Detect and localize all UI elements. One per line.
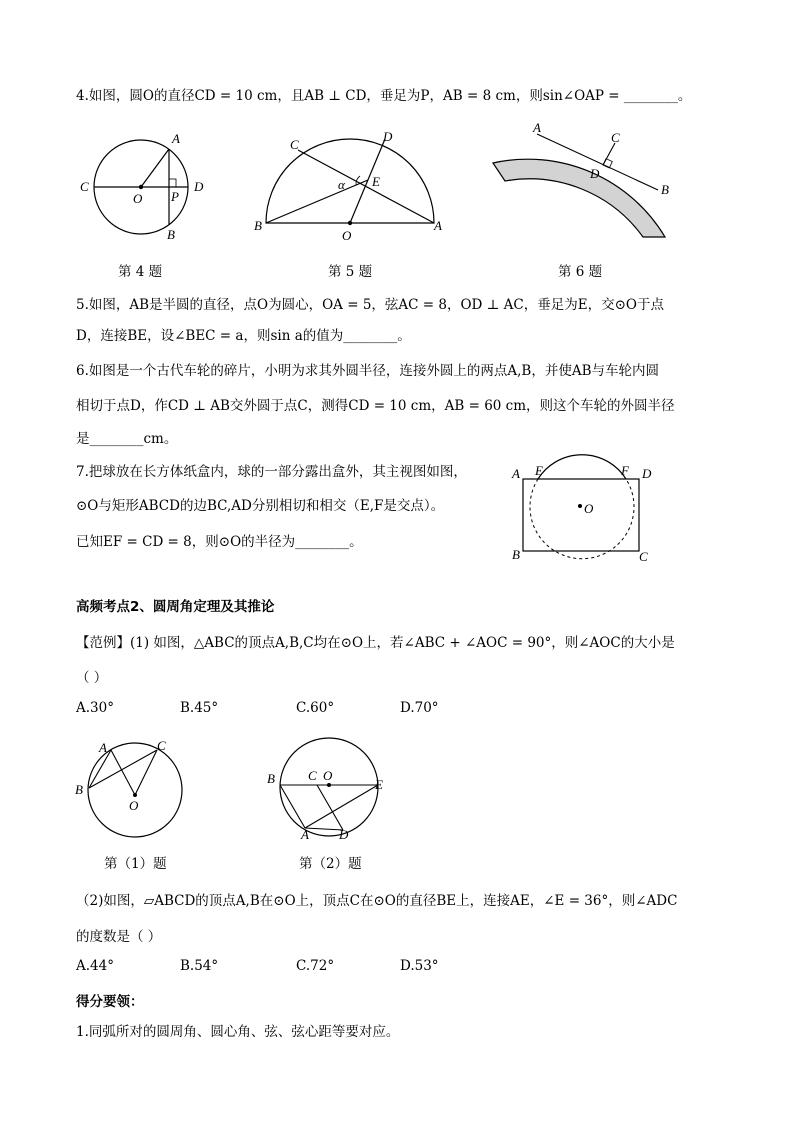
q5-center-dot — [348, 221, 352, 225]
example1-option-b: B.45° — [180, 700, 219, 716]
q6-wheel-fragment — [493, 159, 665, 237]
example2-option-c: C.72° — [296, 958, 335, 974]
q4-label-p: P — [171, 189, 179, 204]
q7-rectangle — [523, 479, 639, 551]
example1-line1: 【范例】(1) 如图，△ABC的顶点A,B,C均在⊙O上，若∠ABC + ∠AOC = 90°，则∠AOC的大小是 — [76, 635, 675, 651]
q5-label-b: B — [254, 218, 262, 233]
q6-line1: 6.如图是一个古代车轮的碎片，小明为求其外圆半径，连接外圆上的两点A,B，并使AB与车轮内圆 — [76, 363, 660, 379]
q5-label-c: C — [290, 137, 299, 152]
q4-center-dot — [139, 185, 143, 189]
ex2-ad — [305, 828, 343, 830]
q6-label-d: D — [590, 166, 600, 181]
q4-radius-oa — [141, 149, 169, 187]
q7-label-b: B — [512, 547, 520, 562]
q4-label-a: A — [172, 131, 180, 146]
ex1-ao — [111, 750, 135, 795]
q6-label-c: C — [611, 130, 620, 145]
example2-caption: 第（2）题 — [299, 856, 362, 872]
figure-q5 — [250, 130, 450, 245]
example2-option-d: D.53° — [400, 958, 439, 974]
q5-chord-ac — [298, 150, 434, 223]
ex1-center-dot — [133, 793, 137, 797]
q7-label-o: O — [584, 501, 594, 516]
figure-q4 — [80, 125, 220, 245]
q4-label-d: D — [194, 179, 204, 194]
ex1-label-c: C — [157, 738, 166, 753]
q6-label-a: A — [533, 120, 541, 135]
q5-label-d: D — [383, 129, 393, 144]
q6-caption: 第 6 题 — [558, 264, 603, 280]
q4-right-angle — [169, 179, 176, 187]
q7-line2: ⊙O与矩形ABCD的边BC,AD分别相切和相交（E,F是交点）。 — [76, 498, 445, 514]
q7-label-a: A — [512, 466, 520, 481]
ex2-label-b: B — [267, 771, 275, 786]
example1-option-c: C.60° — [296, 700, 335, 716]
q4-text: 4.如图，圆O的直径CD = 10 cm，且AB ⊥ CD，垂足为P，AB = 8 cm，则sin∠OAP = ________。 — [76, 88, 692, 104]
q6-line2: 相切于点D，作CD ⊥ AB交外圆于点C，测得CD = 10 cm，AB = 60 cm，则这个车轮的外圆半径 — [76, 398, 675, 414]
ex2-label-d: D — [339, 827, 349, 842]
q7-center-dot — [578, 504, 582, 508]
q4-label-b: B — [167, 227, 175, 242]
q7-label-c: C — [639, 549, 648, 564]
example1-paren: （ ） — [76, 670, 108, 686]
q7-label-e: E — [535, 463, 543, 478]
q7-line3: 已知EF = CD = 8，则⊙O的半径为________。 — [76, 534, 363, 550]
q5-label-e: E — [372, 174, 380, 189]
ex2-label-e: E — [375, 777, 383, 792]
q7-label-d: D — [642, 466, 652, 481]
example2-option-a: A.44° — [76, 958, 114, 974]
ex2-label-a: A — [301, 827, 309, 842]
figure-q6 — [485, 120, 685, 245]
ex1-label-b: B — [75, 782, 83, 797]
q4-label-c: C — [80, 179, 89, 194]
ex1-label-o: O — [129, 798, 139, 813]
ex2-label-c: C — [308, 768, 317, 783]
ex2-center-dot — [327, 783, 331, 787]
figure-q7 — [508, 455, 658, 565]
example2-option-b: B.54° — [180, 958, 219, 974]
section-title: 高频考点2、圆周角定理及其推论 — [76, 599, 275, 615]
ex2-label-o: O — [323, 768, 333, 783]
q5-label-o: O — [342, 228, 352, 243]
q4-caption: 第 4 题 — [118, 264, 163, 280]
q7-line1: 7.把球放在长方体纸盒内，球的一部分露出盒外，其主视图如图， — [76, 464, 467, 480]
example2-line1: （2)如图，▱ABCD的顶点A,B在⊙O上，顶点C在⊙O的直径BE上，连接AE，∠E = 36°，则∠ADC — [76, 893, 678, 909]
q7-label-f: F — [621, 463, 629, 478]
ex2-ae — [305, 785, 378, 828]
q7-circle-outer-arc — [538, 455, 626, 479]
q6-label-b: B — [661, 182, 669, 197]
ex1-circle — [88, 743, 182, 837]
q5-label-a: A — [434, 218, 442, 233]
example2-line2: 的度数是（ ） — [76, 929, 162, 945]
figure-example2 — [265, 735, 395, 845]
q5-caption: 第 5 题 — [328, 264, 373, 280]
q5-line2: D，连接BE，设∠BEC = a，则sin a的值为________。 — [76, 328, 411, 344]
example1-option-a: A.30° — [76, 700, 114, 716]
q5-label-alpha: α — [338, 177, 345, 192]
scoring-point1: 1.同弧所对的圆周角、圆心角、弦、弦心距等要对应。 — [76, 1024, 400, 1040]
q5-line1: 5.如图，AB是半圆的直径，点O为圆心，OA = 5，弦AC = 8，OD ⊥ AC，垂足为E，交⊙O于点 — [76, 297, 664, 313]
q7-circle-inner-arc — [530, 479, 634, 559]
scoring-title: 得分要领： — [76, 994, 144, 1010]
ex1-label-a: A — [99, 740, 107, 755]
ex1-bc — [89, 750, 157, 788]
q4-label-o: O — [133, 191, 143, 206]
example1-caption: 第（1）题 — [104, 856, 167, 872]
figure-example1 — [75, 740, 195, 845]
q6-line3: 是________cm。 — [76, 431, 178, 447]
example1-option-d: D.70° — [400, 700, 439, 716]
